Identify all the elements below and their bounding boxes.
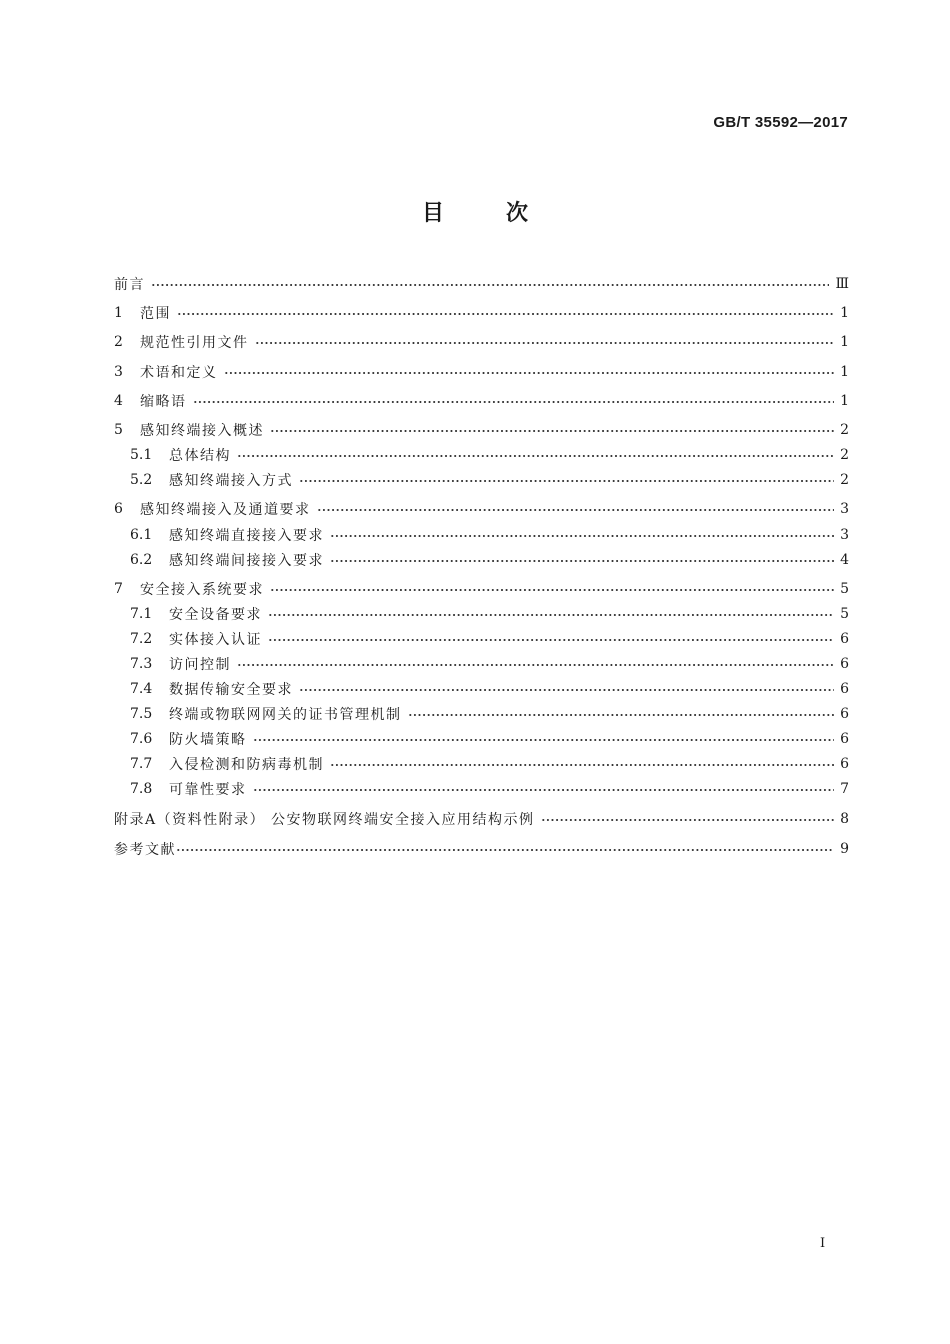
- toc-entry-foreword[interactable]: 前言 Ⅲ: [114, 276, 849, 293]
- leader-dots: [317, 503, 835, 517]
- toc-entry-bibliography[interactable]: 参考文献 9: [114, 841, 849, 858]
- toc-entry-6-1[interactable]: 6.1 感知终端直接接入要求 3: [130, 527, 849, 544]
- toc-entry-5-2[interactable]: 5.2 感知终端接入方式 2: [130, 472, 849, 489]
- leader-dots: [237, 658, 834, 672]
- leader-dots: [237, 449, 834, 463]
- leader-dots: [151, 278, 829, 292]
- page-number: I: [820, 1236, 826, 1251]
- leader-dots: [193, 395, 835, 409]
- toc-entry-7-3[interactable]: 7.3 访问控制 6: [130, 656, 849, 673]
- leader-dots: [253, 783, 835, 797]
- leader-dots: [268, 633, 834, 647]
- leader-dots: [268, 608, 834, 622]
- toc-entry-7-5[interactable]: 7.5 终端或物联网网关的证书管理机制 6: [130, 706, 849, 723]
- toc-entry-2[interactable]: 2 规范性引用文件 1: [114, 334, 849, 351]
- leader-dots: [408, 708, 835, 722]
- toc-entry-7[interactable]: 7 安全接入系统要求 5: [114, 581, 849, 598]
- toc-entry-7-1[interactable]: 7.1 安全设备要求 5: [130, 606, 849, 623]
- toc-entry-6-2[interactable]: 6.2 感知终端间接接入要求 4: [130, 552, 849, 569]
- toc-entry-4[interactable]: 4 缩略语 1: [114, 393, 849, 410]
- toc-entry-5[interactable]: 5 感知终端接入概述 2: [114, 422, 849, 439]
- leader-dots: [330, 554, 834, 568]
- leader-dots: [299, 683, 834, 697]
- toc-entry-7-8[interactable]: 7.8 可靠性要求 7: [130, 781, 849, 798]
- leader-dots: [299, 474, 834, 488]
- leader-dots: [177, 307, 834, 321]
- toc-entry-1[interactable]: 1 范围 1: [114, 305, 849, 322]
- toc-entry-7-2[interactable]: 7.2 实体接入认证 6: [130, 631, 849, 648]
- toc-entry-6[interactable]: 6 感知终端接入及通道要求 3: [114, 501, 849, 518]
- leader-dots: [255, 336, 835, 350]
- leader-dots: [330, 758, 834, 772]
- toc-entry-appendix-a[interactable]: 附录A（资料性附录） 公安物联网终端安全接入应用结构示例 8: [114, 811, 849, 828]
- toc-entry-7-6[interactable]: 7.6 防火墙策略 6: [130, 731, 849, 748]
- table-of-contents: [114, 0, 849, 900]
- toc-entry-5-1[interactable]: 5.1 总体结构 2: [130, 447, 849, 464]
- standard-code: GB/T 35592—2017: [713, 114, 848, 131]
- leader-dots: [330, 529, 834, 543]
- leader-dots: [541, 813, 835, 827]
- leader-dots: [176, 843, 834, 857]
- leader-dots: [253, 733, 835, 747]
- leader-dots: [224, 366, 835, 380]
- leader-dots: [270, 583, 834, 597]
- toc-entry-3[interactable]: 3 术语和定义 1: [114, 364, 849, 381]
- toc-entry-7-4[interactable]: 7.4 数据传输安全要求 6: [130, 681, 849, 698]
- leader-dots: [270, 424, 834, 438]
- toc-entry-7-7[interactable]: 7.7 入侵检测和防病毒机制 6: [130, 756, 849, 773]
- toc-title: 目次: [421, 201, 590, 226]
